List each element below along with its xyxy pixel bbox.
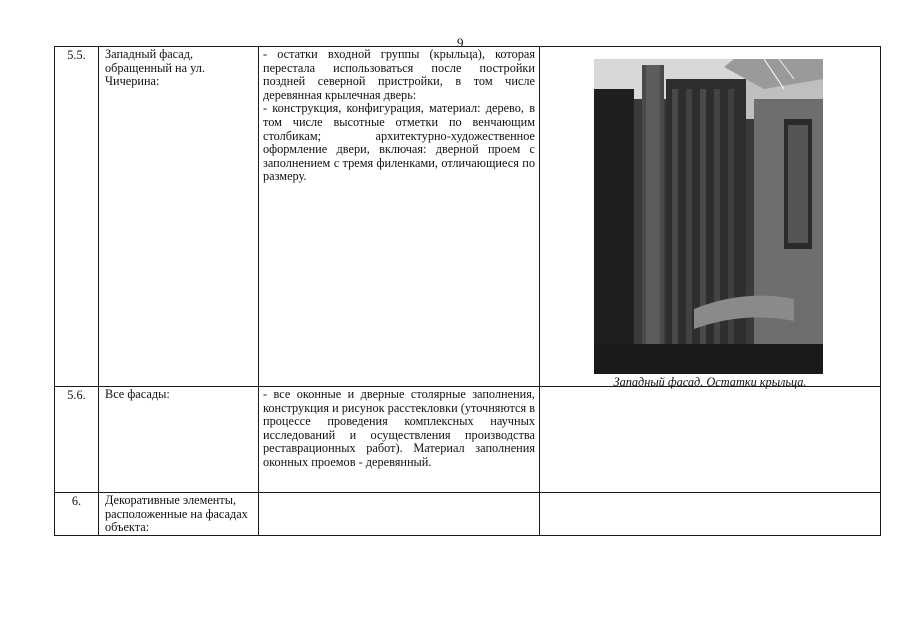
empty-cell (540, 493, 881, 536)
facade-photo (594, 59, 823, 374)
empty-cell (540, 387, 881, 493)
table-row (55, 47, 881, 387)
row-title: Западный фасад, обращенный на ул. Чичерина: (99, 47, 259, 387)
page-number: 9 (457, 35, 464, 50)
row-title: Декоративные элементы, расположенные на фасадах объекта: (99, 493, 259, 536)
row-description (259, 47, 540, 387)
empty-cell (259, 493, 540, 536)
row-description (259, 387, 540, 493)
table-row (55, 387, 881, 493)
row-number: 5.6. (55, 387, 99, 493)
row-number: 6. (55, 493, 99, 536)
description-paragraph: - конструкция, конфигурация, материал: дерево, в том числе высотные отметки по венчающим столбикам; архитектурно-художественное оформление двери, включая: дверной проем с заполнением с тремя филенками, отличающиеся по размеру. (263, 101, 535, 184)
table-row (55, 493, 881, 536)
description-paragraph: - все оконные и дверные столярные заполнения, конструкция и рисунок расстекловки (уточняются в процессе проведения комплексных научных исследований и осуществления производства реставрационных работ). Материал заполнения оконных проемов - деревянный. (263, 387, 535, 469)
row-title: Все фасады: (99, 387, 259, 493)
protected-elements-table (54, 46, 881, 536)
photo-caption: Западный фасад. Остатки крыльца. (613, 375, 807, 389)
photo-cell (540, 47, 881, 387)
description-paragraph: - остатки входной группы (крыльца), которая перестала использоваться после постройки поздней северной пристройки, в том числе деревянная крылечная дверь: (263, 47, 535, 102)
row-number: 5.5. (55, 47, 99, 387)
